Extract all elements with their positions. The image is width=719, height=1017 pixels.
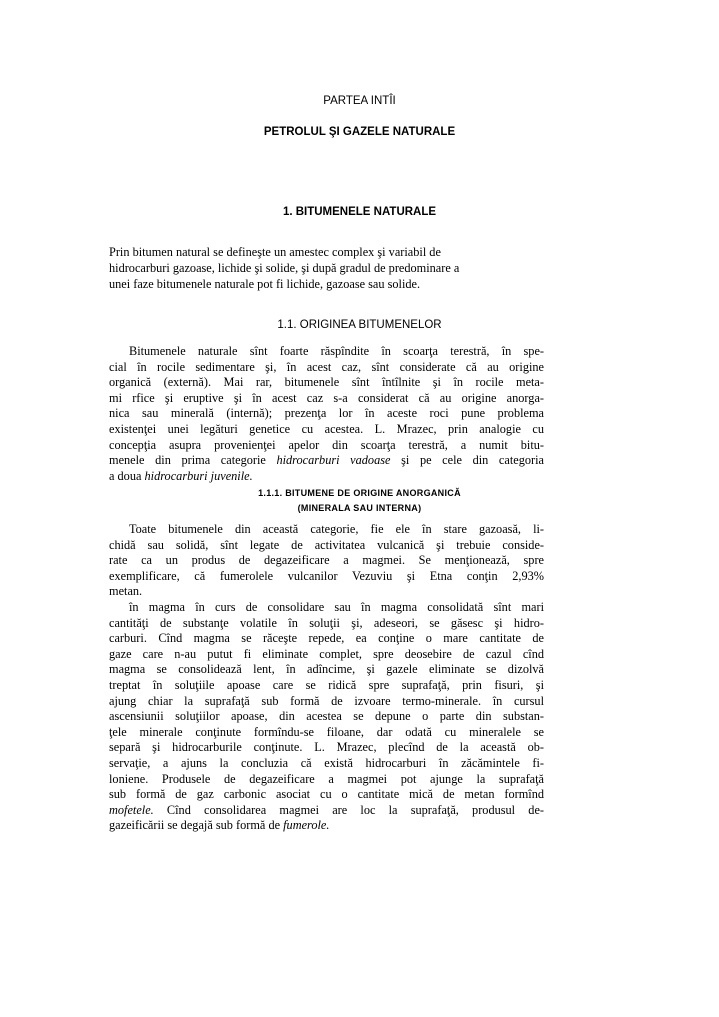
term-juvenile: hidrocarburi juvenile. xyxy=(144,468,253,483)
text-line: Bitumenele naturale sînt foarte răspîndite în scoarţa terestră, în spe- xyxy=(129,344,544,358)
text-line: rate ca un produs de degazeificare a magmei. Se menţionează, spre xyxy=(109,553,544,568)
text-line: servaţie, a ajuns la concluzia că există hidrocarburi în zăcămintele fi- xyxy=(109,755,544,770)
text-line xyxy=(109,803,544,819)
subsection-subtitle: (MINERALA SAU INTERNA) xyxy=(297,503,422,513)
text-line: magma se consolidează lent, în adîncime, şi gazele eliminate se dizolvă xyxy=(109,662,544,677)
intro-line: Prin bitumen natural se defineşte un amestec complex şi variabil de xyxy=(109,245,441,259)
term-vadoase: hidrocarburi vadoase xyxy=(276,453,391,468)
text-line: existenţei unei legături genetice cu acestea. L. Mrazec, prin analogie cu xyxy=(109,421,544,436)
subsection-title: 1.1.1. BITUMENE DE ORIGINE ANORGANICĂ xyxy=(258,488,461,498)
text-fragment: menele din prima categorie xyxy=(109,453,277,468)
text-line: exemplificare, că fumerolele vulcanilor Vezuviu şi Etna conţin 2,93% xyxy=(109,568,544,583)
intro-paragraph xyxy=(109,244,529,292)
text-line: mi rfice şi eruptive şi în acest caz s-a considerat că au origine anorga- xyxy=(109,390,544,405)
text-line: ţele minerale conţinute formîndu-se filoane, dar odată cu mineralele se xyxy=(109,724,544,739)
term-mofetele: mofetele. xyxy=(109,802,154,817)
text-line: cantităţi de substanţe volatile în soluţii şi, adeseori, se găsesc şi hidro- xyxy=(109,615,544,630)
text-line: gaze care n-au putut fi eliminate complet, spre deosebire de cazul cînd xyxy=(109,646,544,661)
text-line xyxy=(109,818,544,834)
origin-paragraph xyxy=(109,344,544,484)
text-line: ajung chiar la suprafaţă sub formă de izvoare termo-minerale. în cursul xyxy=(109,693,544,708)
text-line: sub formă de gaz carbonic asociat cu o cantitate mică de metan formînd xyxy=(109,787,544,802)
text-line: chidă sau solidă, sînt legate de activitatea vulcanică şi trebuie conside- xyxy=(109,537,544,552)
text-line: organică (externă). Mai rar, bitumenele sînt întîlnite şi în rocile meta- xyxy=(109,375,544,390)
text-line: cial în rocile sedimentare şi, în acest caz, sînt considerate că au origine xyxy=(109,359,544,374)
anorganic-paragraph xyxy=(109,522,544,834)
chapter-title: 1. BITUMENELE NATURALE xyxy=(282,206,437,218)
text-line: în magma în curs de consolidare sau în magma consolidată sînt mari xyxy=(129,599,544,614)
intro-line: hidrocarburi gazoase, lichide şi solide, şi după gradul de predominare a xyxy=(109,261,460,275)
text-fragment: gazeificării se degajă sub formă de xyxy=(109,818,284,833)
text-fragment: a doua xyxy=(109,468,145,483)
term-fumerole: fumerole. xyxy=(283,818,330,833)
text-line: loniene. Produsele de degazeificare a magmei pot ajunge la suprafaţă xyxy=(109,771,544,786)
text-fragment: şi pe cele din categoria xyxy=(390,453,544,468)
text-line xyxy=(109,453,544,469)
book-title: PETROLUL ŞI GAZELE NATURALE xyxy=(263,126,456,138)
text-line: ascensiunii soluţiilor apoase, din acestea se depune o parte din substan- xyxy=(109,709,544,724)
text-line xyxy=(109,469,544,485)
text-line: treptat în soluţiile apoase care se ridică spre suprafaţă, prin fisuri, şi xyxy=(109,677,544,692)
text-line: concepţia asupra provenienţei apelor din scoarţa terestră, a numit bitu- xyxy=(109,437,544,452)
part-title: PARTEA INTÎI xyxy=(323,95,396,107)
text-fragment: Cînd consolidarea magmei are loc la suprafaţă, produsul de- xyxy=(153,802,544,817)
text-line: Toate bitumenele din această categorie, fie ele în stare gazoasă, li- xyxy=(129,522,544,536)
text-line: carburi. Cînd magma se răceşte repede, ea conţine o mare cantitate de xyxy=(109,631,544,646)
text-line: metan. xyxy=(109,584,143,599)
text-line: separă şi hidrocarburile conţinute. L. Mrazec, plecînd de la această ob- xyxy=(109,740,544,755)
intro-line: unei faze bitumenele naturale pot fi lichide, gazoase sau solide. xyxy=(109,277,421,291)
text-line: nica sau minerală (internă); prezenţa lor în aceste roci pune problema xyxy=(109,406,544,421)
section-title: 1.1. ORIGINEA BITUMENELOR xyxy=(277,319,442,331)
